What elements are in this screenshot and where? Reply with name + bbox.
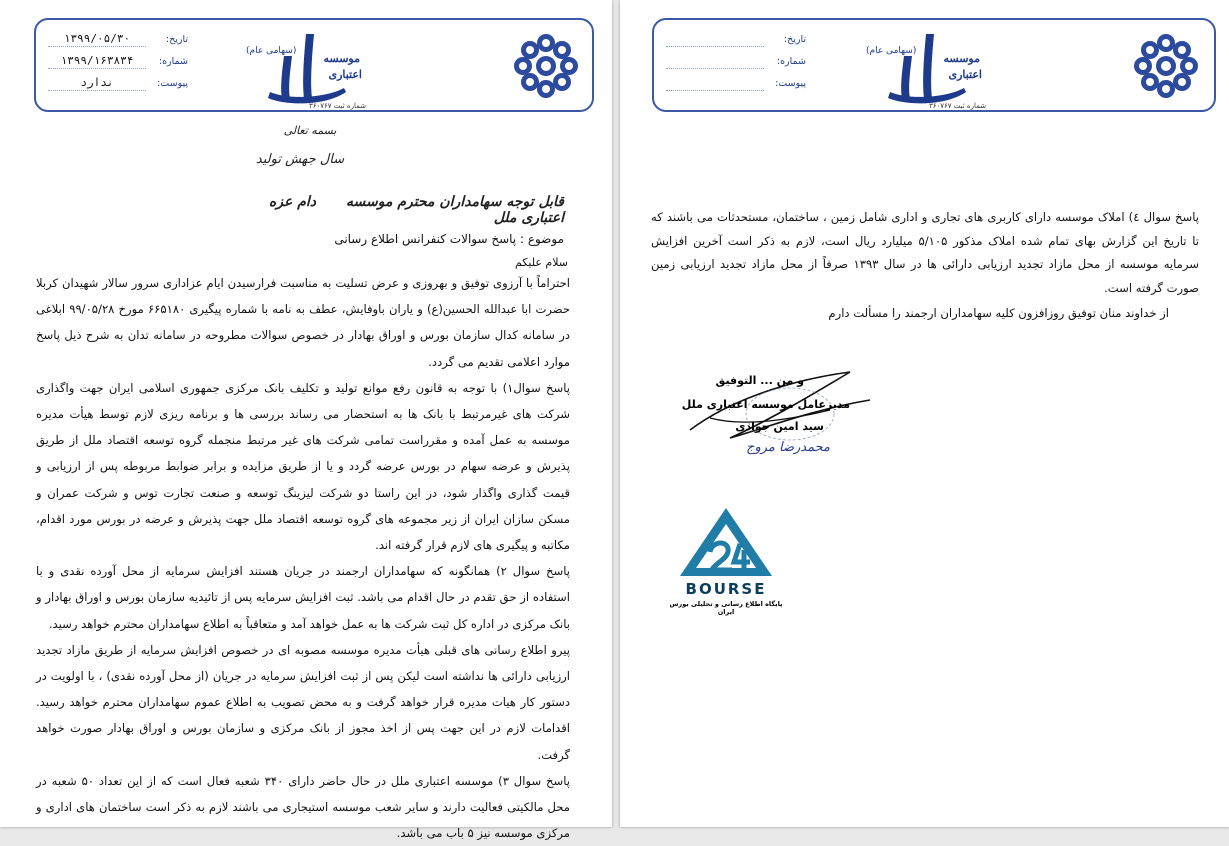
bourse-word: BOURSE: [685, 580, 767, 598]
registration-number: شماره ثبت ۳۶۰۷۶۷: [928, 102, 986, 110]
signature-line-2: مدیرعامل موسسه اعتباری ملل: [681, 398, 850, 411]
body-paragraph-q4: پاسخ سوال ٤) املاک موسسه دارای کاربری های تجاری و اداری شامل زمین ، ساختمان، مستحدثات می باشند که تا تاریخ این گزارش بهای تمام شده املاک مذکور ۵/۱۰۵ میلیارد ریال است، لازم به ذکر است آخرین افزایش سرمایه موسسه از محل مازاد تجدید ارزیابی دارائی ها در سال ۱۳۹۳ صرفاً از محل مازاد تجدید ارزیابی زمین صورت گرفته است.: [651, 210, 1199, 295]
meta-attachment-row: [666, 76, 806, 98]
subject-line: موضوع : پاسخ سوالات کنفرانس اطلاع رسانی: [334, 232, 564, 246]
handwritten-signature: محمدرضا مروج: [746, 440, 830, 455]
meta-attachment-label: پیوست:: [775, 78, 806, 89]
letterhead: [34, 18, 594, 112]
org-line-label: موسسه: [323, 52, 360, 65]
body-paragraph-q1: پاسخ سوال۱) با توجه به قانون رفع موانع تولید و تکلیف بانک مرکزی جمهوری اسلامی ایران جهت واگذاری شرکت های غیرمرتبط با بانک ها به استحضار می رساند بررسی ها و برنامه ریزی لازم توسط هیأت مدیره موسسه به عمل آمده و مقرراست تمامی شرکت های غیر مرتبط منجمله گروه توسعه اقتصاد ملل از طریق پذیرش و عرضه سهام در بورس عرضه گردد و یا از طریق مزایده و برابر ضوابط مربوطه پس از ارزیابی و قیمت گذاری واگذار شود، در این راستا دو شرکت لیزینگ توسعه و صنعت تجارت توس و شرکت عمران و مسکن سازان ایران از زیر مجموعه های گروه توسعه اقتصاد ملل جهت پذیرش و عرضه در بورس مورد اقدام، مکاتبه و پیگیری های لازم قرار گرفته اند.: [36, 380, 570, 553]
salutation: سلام علیکم: [514, 256, 568, 269]
letter-page-1: [0, 0, 612, 841]
signature-line-3: سید امین جوادی: [735, 420, 824, 433]
body-paragraph-capital: پیرو اطلاع رسانی های قبلی هیأت مدیره موسسه مصوبه ای در خصوص افزایش سرمایه از طریق مازاد تجدید ارزیابی دارائی ها نداشته است لیکن پس از ثبت افزایش سرمایه در جریان (از محل آورده نقدی) ، با اولویت در دستور کار هیات مدیره قرار خواهد گرفت و به محض تصویب به اطلاع عموم سهامداران محترم خواهد رسید. اقدامات لازم در این جهت پس از اخذ مجوز از بانک مرکزی و سازمان بورس و اوراق بهادار صورت خواهد گرفت.: [36, 642, 570, 762]
body-paragraph-q3: پاسخ سوال ۳) موسسه اعتباری ملل در حال حاضر دارای ۳۴۰ شعبه فعال است که از این تعداد ۵۰ شعبه در محل مالکیتی فعالیت دارند و سایر شعب موسسه استیجاری می باشند لازم به ذکر است ساختمان های اداری و مرکزی موسسه نیز ۵ باب می باشد.: [36, 773, 570, 841]
brand-logo: [866, 26, 986, 110]
meta-date-label: تاریخ:: [165, 34, 188, 45]
meta-number-value: [666, 54, 764, 69]
signature-line-1: و من ... التوفیق: [715, 374, 804, 387]
meta-attachment-label: پیوست:: [157, 78, 188, 89]
addressee: قابل توجه سهامداران محترم موسسه اعتباری ملل: [346, 194, 564, 226]
meta-number-row: [666, 54, 806, 76]
meta-number-value: ۱۳۹۹/۱۶۳۸۳۴: [48, 54, 146, 69]
letter-body-continued: [651, 206, 1199, 326]
bourse-24-logo-icon: [668, 504, 784, 580]
meta-date-value: [666, 32, 764, 47]
org-type-label: (سهامی عام): [866, 46, 917, 56]
meta-date-label: تاریخ:: [783, 34, 806, 45]
bourse-logo: [668, 504, 784, 614]
letter-body: [36, 270, 570, 846]
bismillah: بسمه تعالی: [283, 124, 337, 137]
meta-number-label: شماره:: [158, 56, 188, 67]
meta-number-label: شماره:: [776, 56, 806, 67]
body-paragraph-q2: پاسخ سوال ۲) همانگونه که سهامداران ارجمند در جریان هستند افزایش سرمایه از محل آورده نقدی و با استفاده از حق تقدم در حال اقدام می باشد. ثبت افزایش سرمایه پس از تائیدیه سازمان بورس و اوراق بهادار و بانک مرکزی در اداره کل ثبت شرکت ها به عمل خواهد آمد و متعاقباً به اطلاع سهامداران محترم خواهد رسید.: [36, 564, 570, 631]
letter-meta: [666, 32, 806, 98]
letter-page-2: [620, 0, 1229, 827]
meta-number-row: [48, 54, 188, 76]
org-type-label: (سهامی عام): [246, 46, 297, 56]
flower-emblem-icon: [510, 30, 582, 102]
org-line-label: موسسه: [943, 52, 980, 65]
letter-meta: [48, 32, 188, 98]
meta-attachment-row: [48, 76, 188, 98]
meta-attachment-value: [666, 76, 764, 91]
meta-attachment-value: ندارد: [48, 76, 146, 91]
meta-date-row: [48, 32, 188, 54]
closing-greeting: دام عزه: [268, 194, 316, 210]
org-name-small: اعتباری: [948, 68, 982, 81]
meta-date-value: ۱۳۹۹/۰۵/۳۰: [48, 32, 146, 47]
bourse-caption: پایگاه اطلاع رسانی و تحلیلی بورس ایران: [669, 600, 783, 616]
flower-emblem-icon: [1130, 30, 1202, 102]
year-slogan: سال جهش تولید: [255, 152, 345, 167]
meta-date-row: [666, 32, 806, 54]
org-name-small: اعتباری: [328, 68, 362, 81]
brand-logo: [246, 26, 366, 110]
body-paragraph-intro: احتراماً با آرزوی توفیق و بهروزی و عرض تسلیت به مناسبت فرارسیدن ایام عزاداری سرور سالار شهیدان کربلا حضرت ابا عبدالله الحسین(ع) و یاران باوفایش، عطف به نامه با شماره پیگیری ۶۶۵۱۸۰ مورخ ۹۹/۰۵/۲۸ ابلاغی در سامانه کدال سازمان بورس و اوراق بهادار در خصوص سوالات مطروحه در سامانه تدان به شرح ذیل پاسخ موارد اعلامی تقدیم می گردد.: [36, 276, 570, 369]
registration-number: شماره ثبت ۳۶۰۷۶۷: [308, 102, 366, 110]
signature-block: [670, 360, 890, 470]
body-paragraph-closing: از خداوند منان توفیق روزافزون کلیه سهامداران ارجمند را مسألت دارم: [828, 306, 1169, 320]
letterhead: [652, 18, 1216, 112]
